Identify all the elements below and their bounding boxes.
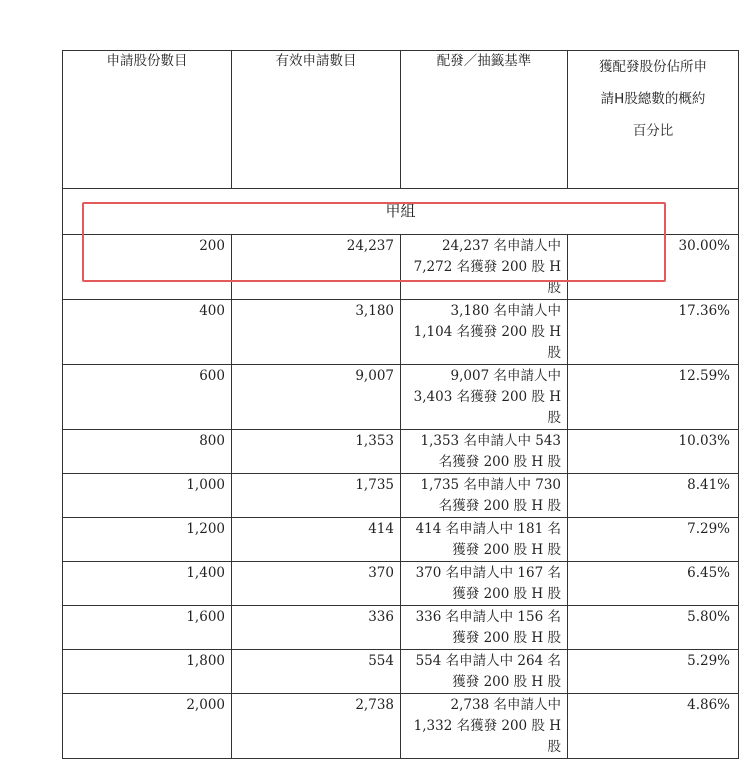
group-label: 甲組 <box>63 189 739 235</box>
header-percentage <box>568 51 739 189</box>
cell-valid-applications: 414 <box>232 518 401 562</box>
table-row <box>63 650 739 694</box>
header-row <box>63 51 739 189</box>
cell-shares: 800 <box>63 430 232 474</box>
allocation-table <box>62 50 739 759</box>
header-valid-applications: 有效申請數目 <box>232 51 401 189</box>
cell-shares: 1,600 <box>63 606 232 650</box>
table-row <box>63 606 739 650</box>
cell-shares: 1,400 <box>63 562 232 606</box>
table-row <box>63 562 739 606</box>
cell-basis: 3,180 名申請人中 1,104 名獲發 200 股 H 股 <box>401 300 568 365</box>
cell-shares: 1,200 <box>63 518 232 562</box>
cell-percentage: 30.00% <box>568 235 739 300</box>
cell-shares: 400 <box>63 300 232 365</box>
cell-valid-applications: 370 <box>232 562 401 606</box>
table-row <box>63 300 739 365</box>
table-row <box>63 694 739 759</box>
cell-basis: 24,237 名申請人中 7,272 名獲發 200 股 H 股 <box>401 235 568 300</box>
table-row <box>63 365 739 430</box>
header-basis: 配發／抽籤基準 <box>401 51 568 189</box>
cell-basis: 554 名申請人中 264 名獲發 200 股 H 股 <box>401 650 568 694</box>
cell-basis: 1,353 名申請人中 543 名獲發 200 股 H 股 <box>401 430 568 474</box>
header-shares-applied: 申請股份數目 <box>63 51 232 189</box>
cell-valid-applications: 9,007 <box>232 365 401 430</box>
cell-percentage: 12.59% <box>568 365 739 430</box>
cell-basis: 2,738 名申請人中 1,332 名獲發 200 股 H 股 <box>401 694 568 759</box>
cell-valid-applications: 336 <box>232 606 401 650</box>
cell-percentage: 4.86% <box>568 694 739 759</box>
header-percentage-line3: 百分比 <box>632 123 674 139</box>
cell-valid-applications: 2,738 <box>232 694 401 759</box>
header-percentage-line2: 請H股總數的概約 <box>600 91 706 107</box>
cell-percentage: 5.29% <box>568 650 739 694</box>
cell-shares: 200 <box>63 235 232 300</box>
table-row <box>63 518 739 562</box>
cell-basis: 1,735 名申請人中 730 名獲發 200 股 H 股 <box>401 474 568 518</box>
table-row <box>63 430 739 474</box>
cell-valid-applications: 1,735 <box>232 474 401 518</box>
header-percentage-line1: 獲配發股份佔所申 <box>599 59 707 75</box>
cell-percentage: 6.45% <box>568 562 739 606</box>
cell-percentage: 17.36% <box>568 300 739 365</box>
cell-percentage: 7.29% <box>568 518 739 562</box>
cell-shares: 1,800 <box>63 650 232 694</box>
cell-valid-applications: 24,237 <box>232 235 401 300</box>
cell-basis: 9,007 名申請人中 3,403 名獲發 200 股 H 股 <box>401 365 568 430</box>
group-row <box>63 189 739 235</box>
cell-shares: 2,000 <box>63 694 232 759</box>
cell-valid-applications: 554 <box>232 650 401 694</box>
cell-shares: 1,000 <box>63 474 232 518</box>
cell-percentage: 10.03% <box>568 430 739 474</box>
cell-basis: 370 名申請人中 167 名獲發 200 股 H 股 <box>401 562 568 606</box>
cell-basis: 336 名申請人中 156 名獲發 200 股 H 股 <box>401 606 568 650</box>
table-row <box>63 235 739 300</box>
cell-basis: 414 名申請人中 181 名獲發 200 股 H 股 <box>401 518 568 562</box>
cell-percentage: 8.41% <box>568 474 739 518</box>
cell-percentage: 5.80% <box>568 606 739 650</box>
cell-shares: 600 <box>63 365 232 430</box>
cell-valid-applications: 1,353 <box>232 430 401 474</box>
cell-valid-applications: 3,180 <box>232 300 401 365</box>
table-row <box>63 474 739 518</box>
